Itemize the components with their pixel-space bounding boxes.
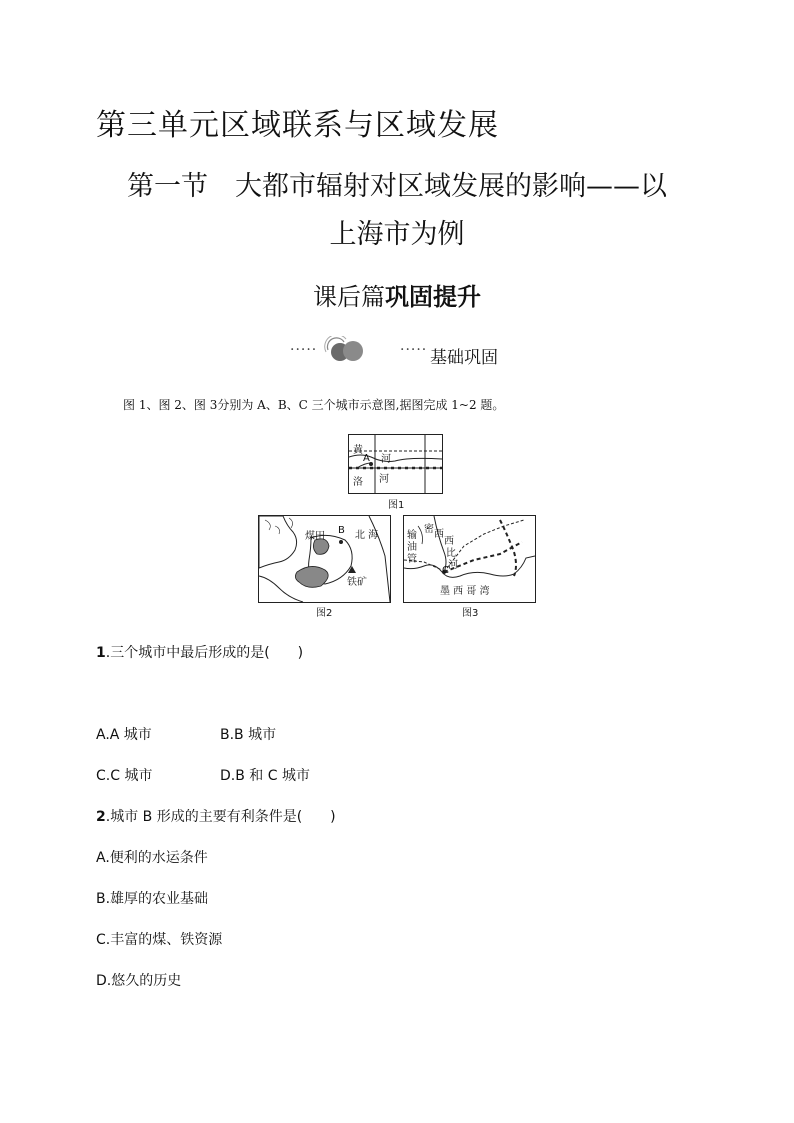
fig2-label-sea: 北 海 [355,530,379,541]
fig3-label-gulf: 墨 西 哥 湾 [440,586,490,597]
sub-title [0,277,794,312]
fig3-label-pipe2: 油 [407,542,417,553]
fig1-label-huang: 黄 [353,445,363,456]
fig1-label-luo: 洛 [353,477,363,488]
question-1-option-b[interactable]: B.B 城市 [220,727,277,743]
figure2-map [258,515,391,603]
question-1-option-d[interactable]: D.B 和 C 城市 [220,768,310,784]
circles-icon [322,336,368,364]
fig3-label-city: C [442,565,449,576]
question-1-option-a[interactable]: A.A 城市 [96,727,152,743]
fig3-label-pipe3: 管 [407,554,417,565]
dots-left: ····· [290,342,318,358]
question-2-option-a[interactable]: A.便利的水运条件 [96,850,208,866]
figure1-caption: 图1 [388,500,405,511]
figure3-caption: 图3 [462,608,479,619]
question-1-text: .三个城市中最后形成的是( ) [105,645,304,661]
question-1-option-c[interactable]: C.C 城市 [96,768,153,784]
figure1-map [348,434,443,494]
question-2-option-b[interactable]: B.雄厚的农业基础 [96,891,209,907]
question-2-option-d[interactable]: D.悠久的历史 [96,973,182,989]
question-1 [96,642,303,662]
fig1-label-city: A [363,453,370,464]
fig3-label-mis2: 西 [434,529,444,540]
question-2-option-c[interactable]: C.丰富的煤、铁资源 [96,932,223,948]
fig3-label-mis4: 比 [446,548,456,559]
figure3-map [403,515,536,603]
fig3-label-mis1: 密 [424,524,434,535]
fig3-label-mis5: 河 [448,560,458,571]
section-title [0,163,794,259]
dots-right: ····· [400,342,428,358]
section-title-line1: 第一节 大都市辐射对区域发展的影响——以 [127,171,667,202]
question-2 [96,806,336,826]
fig1-label-he1: 河 [381,454,391,465]
section-title-line2: 上海市为例 [329,219,465,250]
question-1-number: 1 [96,645,106,661]
sub-title-plain: 课后篇 [313,283,385,311]
fig2-label-coal: 煤田 [305,531,325,542]
basic-consolidation-label: 基础巩固 [430,348,498,368]
fig3-label-mis3: 西 [444,536,454,547]
fig1-label-he2: 河 [379,474,389,485]
question-2-number: 2 [96,809,106,825]
intro-text: 图 1、图 2、图 3分别为 A、B、C 三个城市示意图,据图完成 1~2 题。 [123,398,505,412]
fig2-label-iron: 铁矿 [347,577,367,588]
figure2-caption: 图2 [316,608,333,619]
question-2-text: .城市 B 形成的主要有利条件是( ) [105,809,336,825]
fig3-label-pipe1: 输 [407,530,417,541]
unit-title: 第三单元区域联系与区域发展 [96,108,499,143]
fig2-label-city: B [338,525,345,536]
sub-title-bold: 巩固提升 [385,283,481,311]
